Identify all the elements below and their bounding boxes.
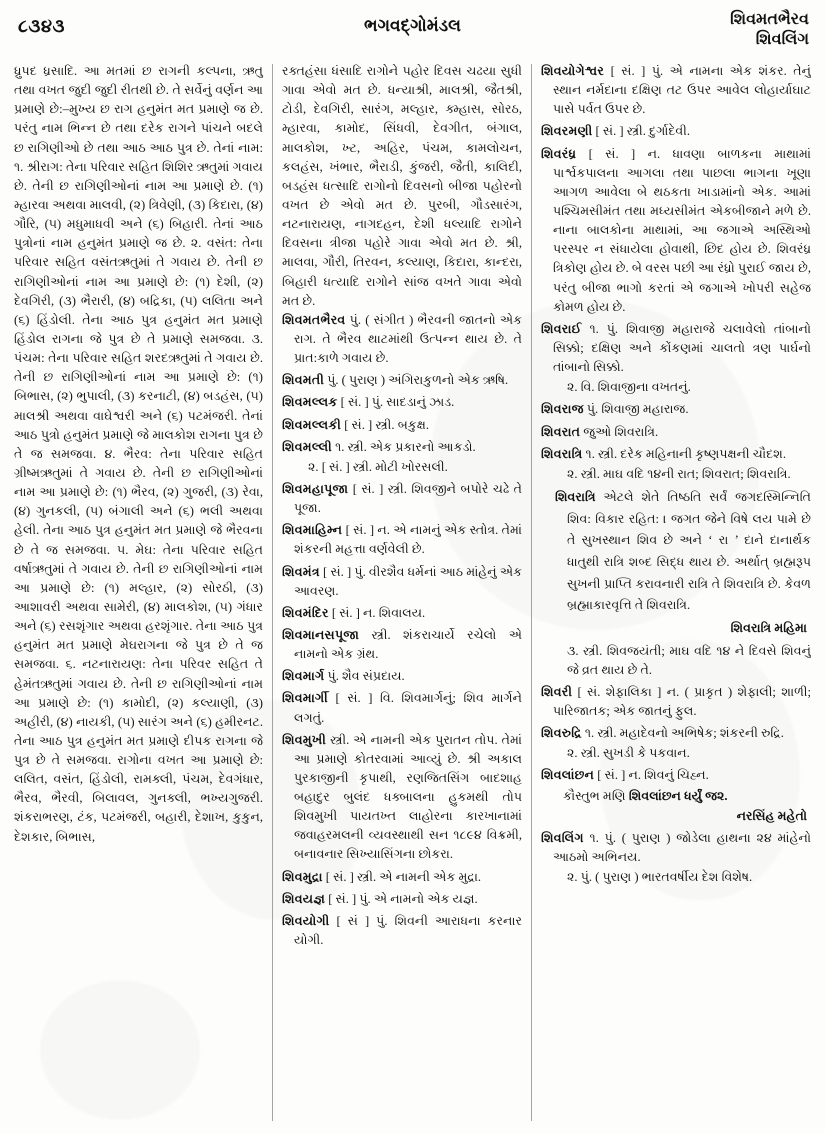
entry-headword: શિવરુદ્રિ <box>541 726 582 741</box>
running-heads <box>730 10 809 49</box>
dictionary-entry <box>282 480 522 518</box>
quotation-text: એટલે શેતે તિષ્ઠતિ સર્વં જગદસ્મિન્નિતિ શિવ: વિકાર રહિત: । જગત જેને વિષે લય પામે છે તે સુખસ્થાન શિવ છે અને ‘ રા ’ દાને દાનાર્થક ધાતુથી રાત્રિ શબ્દ સિદ્ધ થાય છે. અર્થાત્ બ્રહ્મરૂપ સુખની પ્રાપ્તિ કરાવનારી રાત્રિ તે શિવરાત્રિ છે. કેવળ બ્રહ્માકારવૃત્તિ તે શિવરાત્રિ. <box>567 489 811 613</box>
dictionary-entry <box>282 868 522 887</box>
entry-definition: પું. ( સંગીત ) ભૈરવની જાતનો એક રાગ. તે ભૈરવ થાટમાંથી ઉત્પન્ન થાય છે. તે પ્રાત:કાળે ગવાય છે. <box>294 312 522 366</box>
verse-keyword: શિવલાંછન <box>628 788 681 803</box>
dictionary-entry <box>282 438 522 477</box>
entry-headword: શિવમુખી <box>282 732 327 747</box>
entry-headword: શિવમાર્ગ <box>282 669 325 684</box>
dictionary-entry <box>282 626 522 664</box>
entry-definition: ૧. સ્ત્રી. દરેક મહિનાની કૃષ્ણપક્ષની ચૌદશ. <box>582 446 787 461</box>
entry-definition: [ સં. ] પું. એ નામનો એક યજ્ઞ. <box>325 891 478 906</box>
page-number: ૮૩૪૩ <box>18 16 66 36</box>
entry-sense: ૨. [ સં. ] સ્ત્રી. મોટી ખોરસલી. <box>308 459 448 474</box>
dictionary-entry <box>282 371 522 390</box>
dictionary-entry <box>282 912 522 950</box>
verse-prefix: કૌસ્તુભ મણિ <box>563 788 629 803</box>
entry-headword: શિવરાઈ <box>541 321 582 336</box>
entry-headword: શિવયોગેશ્વર <box>541 64 605 78</box>
dictionary-entry <box>282 311 522 368</box>
column-divider-rule <box>272 64 273 1121</box>
column-1 <box>14 62 272 1125</box>
entry-sense: ૨. સ્ત્રી. સુખડી કે પકવાન. <box>567 746 690 761</box>
entry-definition: [ સં. ] પું. એ નામના એક શંકર. તેનું સ્થાન નર્મદાના દક્ષિણ તટ ઉપર આવેલ લોહાર્યાઘાટ પાસે પર્વત ઉપર છે. <box>553 64 811 117</box>
entry-headword: શિવલિંગ <box>541 830 584 845</box>
entry-headword: શિવરમણી <box>541 124 593 139</box>
dictionary-entry <box>541 423 811 442</box>
dictionary-entry <box>282 393 522 412</box>
entry-definition: [ સં. ] સ્ત્રી. એ નામની એક મુદ્રા. <box>322 869 482 884</box>
entry-definition: [ સં. ] વિ. શિવમાર્ગનું; શિવ માર્ગને લગતું. <box>294 691 522 725</box>
entry-definition: [ સં. ] સ્ત્રી. શિવજીને બપોરે ચઢે તે પૂજા. <box>294 481 522 516</box>
entry-headword: શિવમંદિર <box>282 605 329 620</box>
dictionary-entry <box>541 320 811 398</box>
entry-sense: ૨. સ્ત્રી. માઘ વદિ ૧૪ની રાત; શિવરાત; શિવરાત્રિ. <box>567 466 791 481</box>
entry-list <box>541 62 811 887</box>
dictionary-entry <box>282 667 522 686</box>
entry-definition: પું. ( પુરાણ ) અંગિરાકુળનો એક ઋષિ. <box>324 373 509 388</box>
continued-article-text: ધ્રુપદ ધ્રસાદિ. આ મતમાં છ રાગની કલ્પના, ઋતુ તથા વખત જુદી જુદી રીતથી છે. તે સર્વેનું વર્ણન આ પ્રમાણે છે:–મુખ્ય છ રાગ હનુમંત મત પ્રમાણે જ છે. પરંતુ નામ ભિન્ન છે તથા દરેક રાગને પાંચને બદલે છ રાગિણીઓ છે તથા આઠ આઠ પુત્ર છે. તેનાં નામ: ૧. શ્રીરાગ: તેના પરિવાર સહિત શિશિર ઋતુમાં ગવાય છે. તેની છ રાગિણીઓનાં નામ આ પ્રમાણે છે. (૧) મ્હારવા અથવા માલવી, (૨) ત્રિવેણી, (૩) કિદારા, (૪) ગૌરિ, (૫) મધુમાધવી અને (૬) બિહારી. તેનાં આઠ પુત્રોનાં નામ હનુમંત પ્રમાણે જ છે. ૨. વસંત: તેના પરિવાર સહિત વસંતઋતુમાં તે ગવાય છે. તેની છ રાગિણીઓનાં નામ આ પ્રમાણે છે: (૧) દેશી, (૨) દેવગિરી, (૩) ભૈરારી, (૪) બદ્રિકા, (૫) લલિતા અને (૬) હિંડોલી. તેના આઠ પુત્ર હનુમંત મત પ્રમાણે હિંડોલ રાગના જે પુત્ર છે તે પ્રમાણે સમજવા. ૩. પંચમ: તેના પરિવાર સહિત શરદઋતુમાં તે ગવાય છે. તેની છ રાગિણીઓનાં નામ આ પ્રમાણે છે: (૧) બિભાસ, (૨) ભુપાલી, (૩) કરનાટી, (૪) બડહંસ, (૫) માલશ્રી અથવા વાઘેશ્વરી અને (૬) પટમંજરી. તેનાં આઠ પુત્રો હનુમંત પ્રમાણે જે માલકોશ રાગના પુત્ર છે તે જ સમજવા. ૪. ભૈરવ: તેના પરિવાર સહિત ગ્રીષ્મઋતુમાં તે ગવાય છે. તેની છ રાગિણીઓનાં નામ આ પ્રમાણે છે: (૧) ભૈરવ, (૨) ગુજરી, (૩) રેવા, (૪) ગુનકલી, (૫) બંગાલી અને (૬) ભલી અથવા હેલી. તેના આઠ પુત્ર હનુમંત મત પ્રમાણે જે ભૈરવના છે તે જ સમજવા. ૫. મેઘ: તેના પરિવાર સહિત વર્ષાઋતુમાં તે ગવાય છે. તેની છ રાગિણીઓનાં નામ આ પ્રમાણે છે: (૧) મલ્હાર, (૨) સોરઠી, (૩) આશાવરી અથવા સામેરી, (૪) માલકોશ, (૫) ગંધાર અને (૬) રસશૃંગાર અથવા હરશૃંગાર. તેના આઠ પુત્ર હનુમંત મત પ્રમાણે મેઘરાગના જે પુત્ર છે તે જ સમજવા. ૬. નટનારાયણ: તેના પરિવર સહિત તે હેમંતઋતુમાં ગવાય છે. તેની છ રાગિણીઓનાં નામ આ પ્રમાણે છે: (૧) કામોદી, (૨) કલ્યાણી, (૩) અહીરી, (૪) નાયકી, (૫) સારંગ અને (૬) હમીરનટ. તેના આઠ પુત્ર હનુમંત મત પ્રમાણે દીપક રાગના જે પુત્ર છે તે સમજવા. રાગોના વખત આ પ્રમાણે છે: લલિત, વસંત, હિંડોલી, રામક્લી, પંચમ, દેવગંધાર, ભૈરવ, ભૈરવી, બિલાવલ, ગુનક્લી, ભખ્યગુજરી. શંકરાભરણ, ટંક, પટમંજરી, બહારી, દેશાખ, કુકુન, દેશકાર, બિભાસ, <box>14 64 263 844</box>
dictionary-entry <box>282 563 522 601</box>
entry-definition: [ સં. ] ન. ધાવણા બાળકના માથામાં પાર્શ્વકપાલના આગલા તથા પાછલા ભાગના ખૂણા આગળ આવેલા બે થઠકતા ખાડામાંનો એક. આમાં પશ્ચિમસીમંત તથા મધ્યસીમંત એકબીજાને મળે છે. નાના બાલકોના માથામાં, આ જગાએ અસ્થિઓ પરસ્પર ન સંધાયેલા હોવાથી, છિદ હોય છે. શિવરંધ્ર ત્રિકોણ હોય છે. બે વરસ પછી આ રંધ્રો પુરાઈ જાય છે, પરંતુ બીજા ભાગો કરતાં એ જગાએ ખોપરી સહેજ કોમળ હોય છે. <box>553 146 811 314</box>
entry-sense: ૨. વિ. શિવાજીના વખતનું. <box>567 380 691 395</box>
column-divider-rule <box>531 64 532 1121</box>
entry-headword: શિવરાત <box>541 424 581 439</box>
entry-headword: શિવરાત્રિ <box>541 446 583 461</box>
dictionary-entry <box>282 689 522 727</box>
entry-sense: ૩. સ્ત્રી. શિવજયંતી; માઘ વદિ ૧૪ ને દિવસે શિવનું જે વ્રત થાય છે તે. <box>567 643 811 677</box>
entry-headword: શિવરી <box>541 684 573 699</box>
page-header <box>0 0 825 56</box>
entry-headword: શિવમતભૈરવ <box>282 312 346 327</box>
running-head-bottom: શિવલિંગ <box>755 30 809 48</box>
quotation-lemma: શિવરાત્રિ <box>555 489 596 504</box>
entry-definition: [ સં. શેફાલિકા ] ન. ( પ્રાકૃત ) શેફાલી; શાળી; પારિજાતક; એક જાતનું ફુલ. <box>553 684 811 718</box>
entry-headword: શિવલાંછન <box>541 768 595 783</box>
entry-headword: શિવયજ્ઞ <box>282 891 326 906</box>
entry-definition: [ સં. ] સ્ત્રી. દુર્ગાદેવી. <box>592 124 690 139</box>
entry-definition: પું. શૈવ સંપ્રદાય. <box>324 669 405 684</box>
entry-definition: ૧. સ્ત્રી. એક પ્રકારનો આકડો. <box>331 439 476 454</box>
column-2 <box>273 62 531 1125</box>
entry-headword: શિવમલ્લી <box>282 439 332 454</box>
entry-definition: ૧. પું. ( પુરાણ ) જોડેલા હાથના ૨૪ માંહેનો આઠમો અભિનય. <box>553 830 811 864</box>
entry-list <box>282 311 522 950</box>
entry-headword: શિવમલ્લકી <box>282 417 342 432</box>
entry-definition: [ સં. ] ન. શિવાલય. <box>328 605 426 620</box>
entry-headword: શિવમાહિમ્ન <box>282 523 343 538</box>
dictionary-entry <box>541 122 811 141</box>
continued-article-text: રક્તહંસા ધંસાદિ રાગોને પહોર દિવસ ચઢયા સુધી ગાવા એવો મત છે. ધન્યાશ્રી, માલશ્રી, જૈતશ્રી, ટોડી, દેવગિરી, સારંગ, મલ્હાર, ક્મ્હાસ, સોરઠ, મ્હારવા, કામોદ, સિંધવી, દેવગીત, બંગાલ, માલકોશ, ખ્ટ, અહિર, પંચમ, કામલોચન, કલહંસ, ખંભાર, ભૈરાડી, કુંજરી, જૈતી, કાલિદી, બડહંસ ધત્સાદિ રાગોનો દિવસનો બીજા પહોરનો વખત છે એવો મત છે. પુરબી, ગૌડસારંગ, નટનારાયણ, નાગદહન, દેશી ધલ્યાદિ રાગોને દિવસના ત્રીજા પહોરે ગાવા એવો મત છે. શ્રી, માલવા, ગૌરી, તિરવન, કલ્યાણ, કિદારા, કાન્દરા, બિહારી ધત્યાદિ રાગોને સાંજ વખતે ગાવા એવો મત છે. <box>282 64 522 308</box>
entry-headword: શિવમહાપૂજા <box>282 481 349 496</box>
entry-definition: સ્ત્રી. શંકરાચાર્યે રચેલો એ નામનો એક ગ્રંથ. <box>294 627 522 662</box>
book-title: ભગવદ્ગોમંડલ <box>364 16 461 35</box>
dictionary-entry <box>541 62 811 119</box>
entry-headword: શિવરાજ <box>541 402 584 417</box>
running-head-top: શિવમતભૈરવ <box>730 11 809 28</box>
entry-headword: શિવરંધ્ર <box>541 146 577 161</box>
dictionary-entry <box>282 521 522 559</box>
column-3 <box>532 62 811 1125</box>
dictionary-entry <box>541 400 811 419</box>
verse-attribution: નરસિંહ મહેતો <box>736 808 807 823</box>
entry-quotation <box>553 487 811 640</box>
entry-headword: શિવમલ્લક <box>282 395 338 410</box>
dictionary-entry <box>282 416 522 435</box>
dictionary-entry <box>541 829 811 887</box>
entry-headword: શિવમંત્ર <box>282 564 320 579</box>
entry-headword: શિવમાનસપૂજા <box>282 627 360 642</box>
entry-verse-citation <box>553 787 811 806</box>
dictionary-entry <box>541 145 811 317</box>
entry-definition: [ સં. ] પું. વીરશૈવ ધર્મનાં આઠ માંહેનું એક આવરણ. <box>294 564 522 598</box>
entry-definition: ૧. સ્ત્રી. મહાદેવનો અભિષેક; શંકરની રુદ્રિ. <box>581 726 784 741</box>
quotation-attribution: શિવરાત્રિ મહિમા <box>730 620 807 635</box>
dictionary-entry <box>541 766 811 825</box>
entry-definition: ૧. પું. શિવાજી મહારાજે ચલાવેલો તાંબાનો સિક્કો; દક્ષિણ અને કોંકણમાં ચાલતો ત્રણ પાર્ઘનો તાંબાનો સિક્કો. <box>553 321 811 375</box>
entry-headword: શિવયોગી <box>282 913 330 928</box>
dictionary-entry <box>541 683 811 721</box>
entry-headword: શિવમુદ્રા <box>282 869 323 884</box>
entry-definition: [ સં. ] પું. સાદડાનું ઝાડ. <box>337 395 455 410</box>
entry-definition: સ્ત્રી. એ નામની એક પુરાતન તોપ. તેમાં આ પ્રમાણે કોતરવામાં આવ્યું છે. શ્રી અકાલ પુરકાજીની કૃપાથી, રણજિતસિંગ બાદશાહ બહાદુર બુલંદ ધક્બાલના હુકમથી તોપ શિવમુખી પાયતખ્ત લાહોરના કારખાનામાં જવાહરમલની વ્યવસ્થાથી સન ૧૮૯૪ વિક્રમી, બનાવનાર સિખ્યાસિંગના છોકરા. <box>294 732 522 862</box>
columns-container <box>14 62 811 1125</box>
dictionary-entry <box>282 604 522 623</box>
verse-suffix: ધર્યું જ૨. <box>680 788 728 803</box>
entry-definition: પું. શિવાજી મહારાજ. <box>583 402 689 417</box>
entry-headword: શિવમતી <box>282 373 325 388</box>
dictionary-entry <box>282 731 522 865</box>
entry-definition: [ સં. ] ન. શિવનું ચિહ્ન. <box>594 768 709 783</box>
entry-headword: શિવમાર્ગી <box>282 691 328 706</box>
dictionary-entry <box>541 445 811 680</box>
entry-sense: ૨. પું. ( પુરાણ ) ભારતવર્ષીય દેશ વિશેષ. <box>567 870 753 885</box>
dictionary-entry <box>541 724 811 763</box>
entry-definition: જુઓ શિવરાત્રિ. <box>580 424 659 439</box>
entry-definition: [ સં. ] ન. એ નામનું એક સ્તોત્ર. તેમાં શંકરની મહત્તા વર્ણવેલી છે. <box>294 523 522 557</box>
entry-definition: [ સં. ] સ્ત્રી. બકુક્ષ. <box>341 417 429 432</box>
entry-definition: [ સં ] પું. શિવની આરાધના કરનાર યોગી. <box>294 913 522 948</box>
dictionary-entry <box>282 890 522 909</box>
